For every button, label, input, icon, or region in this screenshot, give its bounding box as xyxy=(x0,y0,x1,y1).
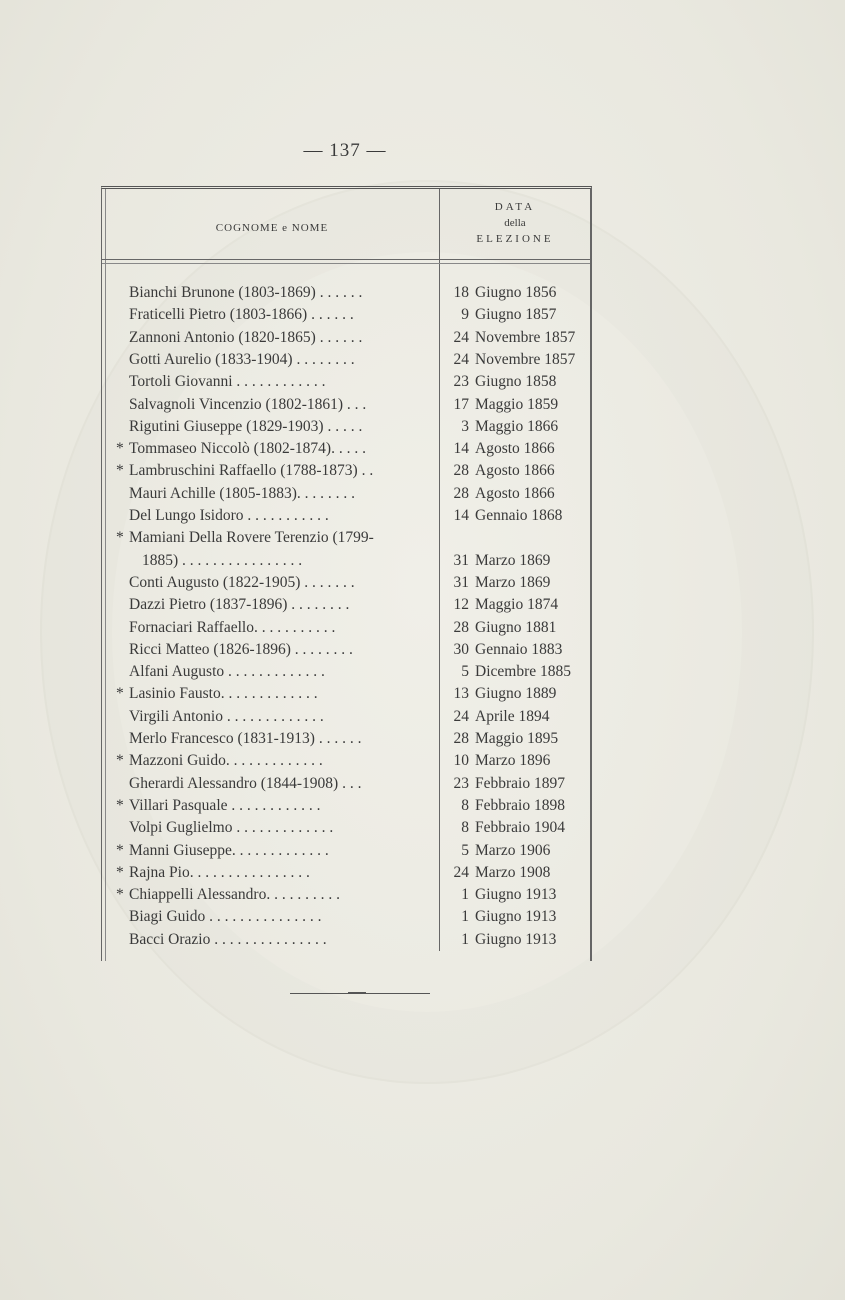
member-name-text: Rigutini Giuseppe (1829-1903) . . . . . xyxy=(129,417,363,435)
member-name xyxy=(116,304,434,326)
election-day: 14 xyxy=(453,507,469,524)
election-day: 28 xyxy=(453,462,469,480)
election-month-year: Giugno 1881 xyxy=(475,618,557,636)
table-row xyxy=(102,862,590,884)
election-date xyxy=(447,416,587,438)
election-date xyxy=(447,460,587,482)
election-month-year: Marzo 1896 xyxy=(475,752,551,770)
member-name xyxy=(116,282,434,304)
member-name-text: Salvagnoli Vincenzio (1802-1861) . . . xyxy=(129,395,367,413)
table-row xyxy=(102,929,590,951)
table-row xyxy=(102,773,590,795)
election-date xyxy=(447,505,587,527)
member-name-text: Volpi Guglielmo . . . . . . . . . . . . . xyxy=(129,819,334,837)
election-date xyxy=(447,304,587,326)
asterisk-mark: * xyxy=(116,863,124,881)
member-name xyxy=(116,661,434,683)
table-row xyxy=(102,438,590,460)
election-date xyxy=(447,617,587,639)
table-row xyxy=(102,706,590,728)
member-name-text: Manni Giuseppe. . . . . . . . . . . . . xyxy=(129,841,329,859)
asterisk-mark: * xyxy=(116,796,124,814)
election-day: 30 xyxy=(453,640,469,658)
election-day: 14 xyxy=(453,440,469,458)
member-name-text: Biagi Guido . . . . . . . . . . . . . . . xyxy=(129,908,322,926)
election-day: 8 xyxy=(461,796,469,814)
election-day: 3 xyxy=(461,417,469,435)
member-name-text: Bacci Orazio . . . . . . . . . . . . . . . xyxy=(129,930,327,948)
election-month-year: Novembre 1857 xyxy=(475,328,576,346)
table-row xyxy=(102,416,590,438)
table-row xyxy=(102,884,590,906)
election-date xyxy=(447,550,587,572)
election-month-year: Agosto 1866 xyxy=(475,462,555,480)
member-name xyxy=(116,371,434,393)
member-name-text: Zannoni Antonio (1820-1865) . . . . . . xyxy=(129,328,363,346)
election-month-year: Giugno 1856 xyxy=(475,284,557,301)
column-header-date-line3: ELEZIONE xyxy=(476,233,554,245)
election-month-year: Giugno 1858 xyxy=(475,373,557,391)
page-number: — 137 — xyxy=(303,140,387,161)
election-month-year: Febbraio 1898 xyxy=(475,796,565,814)
member-name-text: Merlo Francesco (1831-1913) . . . . . . xyxy=(129,730,362,747)
asterisk-mark: * xyxy=(116,462,124,480)
member-name xyxy=(116,438,434,460)
table-row xyxy=(102,817,590,839)
member-name xyxy=(116,840,434,862)
election-month-year: Agosto 1866 xyxy=(475,484,555,502)
asterisk-mark: * xyxy=(116,886,124,904)
election-date xyxy=(447,483,587,505)
election-date xyxy=(447,371,587,393)
election-day: 28 xyxy=(453,618,469,636)
election-date xyxy=(447,795,587,817)
header-rule xyxy=(102,259,590,260)
member-name-text: Dazzi Pietro (1837-1896) . . . . . . . . xyxy=(129,596,350,614)
member-name-text: Alfani Augusto . . . . . . . . . . . . . xyxy=(129,663,325,681)
election-month-year: Maggio 1866 xyxy=(475,417,559,435)
table-row xyxy=(102,282,590,304)
election-month-year: Agosto 1866 xyxy=(475,440,555,458)
member-name xyxy=(116,773,434,795)
table-row xyxy=(102,728,590,750)
election-day: 17 xyxy=(453,395,469,413)
column-header-date-line2: della xyxy=(504,217,526,229)
table-row xyxy=(102,906,590,928)
member-name-text: Rajna Pio. . . . . . . . . . . . . . . . xyxy=(129,863,310,881)
table-row xyxy=(102,394,590,416)
member-name xyxy=(116,728,434,750)
member-name-text: Fraticelli Pietro (1803-1866) . . . . . . xyxy=(129,306,354,324)
election-date xyxy=(447,840,587,862)
closing-rule xyxy=(290,993,430,994)
election-month-year: Giugno 1913 xyxy=(475,886,557,904)
asterisk-mark: * xyxy=(116,841,124,859)
election-day: 24 xyxy=(453,863,469,881)
election-day: 1 xyxy=(461,886,469,904)
member-name-text: Bianchi Brunone (1803-1869) . . . . . . xyxy=(129,284,363,301)
election-date xyxy=(447,639,587,661)
election-date xyxy=(447,683,587,705)
table-row xyxy=(102,572,590,594)
asterisk-mark: * xyxy=(116,685,124,703)
election-day: 13 xyxy=(453,685,469,703)
election-date xyxy=(447,572,587,594)
member-name xyxy=(116,683,434,705)
member-name-text: Gotti Aurelio (1833-1904) . . . . . . . . xyxy=(129,350,355,368)
member-name-text: Fornaciari Raffaello. . . . . . . . . . . xyxy=(129,618,336,636)
election-day: 24 xyxy=(453,328,469,346)
table-row xyxy=(102,683,590,705)
table-row xyxy=(102,483,590,505)
asterisk-mark: * xyxy=(116,529,124,547)
member-name-text: Gherardi Alessandro (1844-1908) . . . xyxy=(129,774,362,792)
election-month-year: Febbraio 1904 xyxy=(475,819,565,837)
election-date xyxy=(447,862,587,884)
election-month-year: Marzo 1908 xyxy=(475,863,551,881)
table-row xyxy=(102,371,590,393)
election-date xyxy=(447,706,587,728)
table-row xyxy=(102,840,590,862)
election-day: 24 xyxy=(453,707,469,725)
member-name xyxy=(116,750,434,772)
member-name xyxy=(116,862,434,884)
election-date xyxy=(447,594,587,616)
member-name xyxy=(116,594,434,616)
table-row xyxy=(102,550,590,572)
election-date xyxy=(447,929,587,951)
asterisk-mark: * xyxy=(116,752,124,770)
election-day: 1 xyxy=(461,908,469,926)
election-month-year: Giugno 1857 xyxy=(475,306,557,324)
member-name xyxy=(116,505,434,527)
election-month-year: Maggio 1859 xyxy=(475,395,559,413)
member-name-text: Ricci Matteo (1826-1896) . . . . . . . . xyxy=(129,640,353,658)
column-header-date-line1: DATA xyxy=(494,201,536,213)
member-name xyxy=(116,929,434,951)
election-month-year: Giugno 1913 xyxy=(475,930,557,948)
member-name-text: Conti Augusto (1822-1905) . . . . . . . xyxy=(129,573,355,591)
member-name-text: Tortoli Giovanni . . . . . . . . . . . . xyxy=(129,373,326,391)
election-month-year: Dicembre 1885 xyxy=(475,663,571,681)
member-name xyxy=(116,349,434,371)
table-row xyxy=(102,639,590,661)
election-day: 28 xyxy=(453,484,469,502)
member-name xyxy=(116,617,434,639)
member-name xyxy=(116,906,434,928)
election-month-year: Marzo 1869 xyxy=(475,573,551,591)
member-name xyxy=(116,527,434,549)
election-month-year: Gennaio 1868 xyxy=(475,507,563,524)
member-name xyxy=(116,795,434,817)
member-name xyxy=(116,327,434,349)
member-name xyxy=(116,572,434,594)
member-name xyxy=(142,550,460,572)
election-month-year: Giugno 1913 xyxy=(475,908,557,926)
election-day: 5 xyxy=(461,841,469,859)
election-month-year: Novembre 1857 xyxy=(475,350,576,368)
table-row xyxy=(102,617,590,639)
election-date xyxy=(447,884,587,906)
election-date xyxy=(447,817,587,839)
member-name-text: Chiappelli Alessandro. . . . . . . . . . xyxy=(129,886,340,904)
election-day: 31 xyxy=(453,573,469,591)
member-name xyxy=(116,817,434,839)
member-name-text: Virgili Antonio . . . . . . . . . . . . . xyxy=(129,707,324,725)
member-name xyxy=(116,884,434,906)
column-header-name: COGNOME e NOME xyxy=(215,222,329,234)
election-day: 18 xyxy=(453,284,469,301)
election-day: 12 xyxy=(453,596,469,614)
election-day: 23 xyxy=(453,373,469,391)
election-date xyxy=(447,906,587,928)
table-row xyxy=(102,527,590,549)
table-row xyxy=(102,594,590,616)
election-day: 8 xyxy=(461,819,469,837)
election-date xyxy=(447,750,587,772)
election-day: 10 xyxy=(453,752,469,770)
election-date xyxy=(447,661,587,683)
member-name-text: Mazzoni Guido. . . . . . . . . . . . . xyxy=(129,752,323,770)
election-date xyxy=(447,773,587,795)
election-day: 9 xyxy=(461,306,469,324)
election-month-year: Febbraio 1897 xyxy=(475,774,565,792)
election-date xyxy=(447,349,587,371)
member-name-text: Mamiani Della Rovere Terenzio (1799- xyxy=(129,529,374,547)
member-name-text: Del Lungo Isidoro . . . . . . . . . . . xyxy=(129,507,329,524)
table-row xyxy=(102,505,590,527)
member-name xyxy=(116,639,434,661)
column-header-date xyxy=(442,199,588,247)
election-date xyxy=(447,394,587,416)
member-name-text: Lambruschini Raffaello (1788-1873) . . xyxy=(129,462,374,480)
election-day: 23 xyxy=(453,774,469,792)
table-row xyxy=(102,327,590,349)
member-name xyxy=(116,416,434,438)
asterisk-mark: * xyxy=(116,440,124,458)
election-month-year: Maggio 1874 xyxy=(475,596,559,614)
election-date xyxy=(447,527,587,549)
election-date xyxy=(447,728,587,750)
election-date xyxy=(447,438,587,460)
election-day: 5 xyxy=(461,663,469,681)
election-day: 28 xyxy=(453,730,469,747)
election-month-year: Maggio 1895 xyxy=(475,730,559,747)
election-date xyxy=(447,327,587,349)
member-name xyxy=(116,460,434,482)
table-row xyxy=(102,304,590,326)
election-month-year: Aprile 1894 xyxy=(475,707,550,725)
member-name-text: Villari Pasquale . . . . . . . . . . . . xyxy=(129,796,321,814)
table-row xyxy=(102,460,590,482)
member-name xyxy=(116,706,434,728)
election-day: 1 xyxy=(461,930,469,948)
table-row xyxy=(102,750,590,772)
table-row xyxy=(102,661,590,683)
member-name-text: Mauri Achille (1805-1883). . . . . . . . xyxy=(129,484,356,502)
member-name xyxy=(116,483,434,505)
election-day: 24 xyxy=(453,350,469,368)
election-month-year: Marzo 1869 xyxy=(475,551,551,569)
table-row xyxy=(102,349,590,371)
member-name xyxy=(116,394,434,416)
members-table xyxy=(101,186,592,961)
header-rule-double xyxy=(102,263,590,264)
election-month-year: Giugno 1889 xyxy=(475,685,557,703)
table-row xyxy=(102,795,590,817)
election-day: 31 xyxy=(453,551,469,569)
election-month-year: Marzo 1906 xyxy=(475,841,551,859)
member-name-text: Lasinio Fausto. . . . . . . . . . . . . xyxy=(129,685,318,703)
election-date xyxy=(447,282,587,304)
member-name-text: Tommaseo Niccolò (1802-1874). . . . . xyxy=(129,440,366,458)
member-name-text: 1885) . . . . . . . . . . . . . . . . xyxy=(142,551,303,569)
election-month-year: Gennaio 1883 xyxy=(475,640,563,658)
